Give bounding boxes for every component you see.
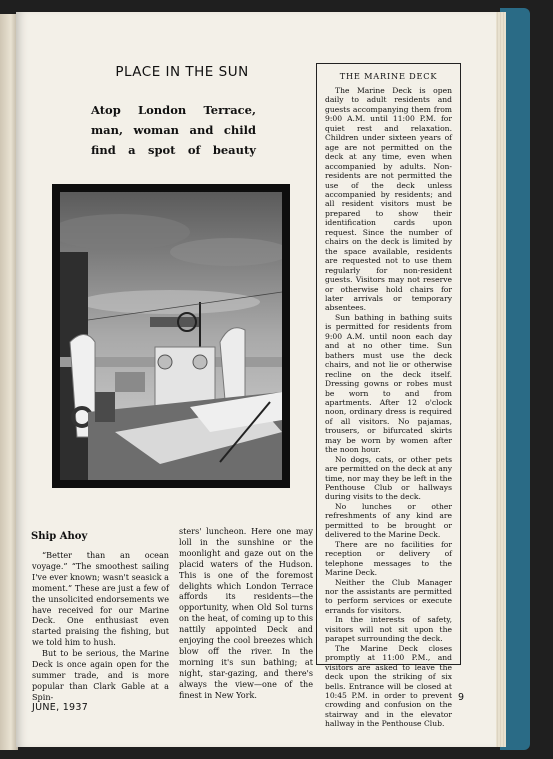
marine-deck-rules-box	[316, 63, 461, 729]
sidebar-paragraph: There are no facilities for reception or delivery of telephone messages to the Marine Deck.	[325, 539, 452, 578]
body-column-middle	[179, 526, 313, 701]
deck-photograph	[52, 184, 290, 488]
sidebar-paragraph: Sun bathing in bathing suits is permitted for residents from 9:00 A.M. until noon each day and at no other time. Sun bathers must use the deck chairs, and not lie or otherwise recline on the deck itself. Dressing gowns or robes must be worn to and from apartments. After 12 o'clock noon, ordinary dress is required of all visitors. No pajamas, trousers, or bifurcated skirts may be worn by women after the noon hour.	[325, 312, 452, 455]
sidebar-paragraph: Neither the Club Manager nor the assistants are permitted to perform services or execute errands for visitors.	[325, 577, 452, 615]
sidebar-paragraph: The Marine Deck closes promptly at 11:00 P.M., and visitors are asked to leave the deck upon the striking of six bells. Entrance will be closed at 10:45 P.M. in order to prevent crowding and confusion on the stairway and in the elevator hallway in the Penthouse Club.	[325, 643, 452, 729]
article-subtitle: Atop London Terrace, man, woman and child find a spot of beauty	[91, 103, 256, 157]
deck-photo-illustration	[60, 192, 282, 480]
sidebar-paragraph: No dogs, cats, or other pets are permitted on the deck at any time, nor may they be left in the Penthouse Club or hallways during visits to the deck.	[325, 454, 452, 502]
body-paragraph: sters' luncheon. Here one may loll in the sunshine or the moonlight and gaze out on the placid waters of the Hudson. This is one of the foremost delights which London Terrace affords its residents—the opportunity, when Old Sol turns on the heat, of coming up to this nattily appointed Deck and enjoying the cool breezes which blow off the river. In the morning it's sun bathing; at night, star-gazing, and there's always the view—one of the finest in New York.	[179, 526, 313, 700]
magazine-page	[16, 12, 496, 747]
body-column-left	[32, 550, 169, 703]
sidebar-paragraph: In the interests of safety, visitors will not sit upon the parapet surrounding the deck.	[325, 615, 452, 644]
sidebar-paragraph: The Marine Deck is open daily to adult residents and guests accompanying them from 9:00 A.M. until 11:00 P.M. for quiet rest and relaxation. Children under sixteen years of age are not permitted on the deck at any time, even when accompanied by adults. Non-residents are not permitted the use of the deck unless accompanied by residents; and all resident visitors must be prepared to show their identification cards upon request. Since the number of chairs on the deck is limited by the space available, residents are requested not to use them regularly for non-resident guests. Visitors may not reserve or otherwise hold chairs for later arrivals or temporary absentees.	[325, 86, 452, 313]
page-number: 9	[458, 692, 465, 703]
sidebar-paragraph: No lunches or other refreshments of any kind are permitted to be brought or delivered to the Marine Deck.	[325, 501, 452, 540]
body-paragraph: “Better than an ocean voyage.” “The smoothest sailing I've ever known; wasn't seasick a moment.” These are just a few of the unsolicited endorsements we have received for our Marine Deck. One enthusiast even started praising the fishing, but we told him to hush.	[32, 550, 169, 648]
article-title: PLACE IN THE SUN	[115, 64, 249, 80]
body-paragraph: But to be serious, the Marine Deck is once again open for the summer trade, and is more popular than Clark Gable at a Spin-	[32, 648, 169, 702]
issue-date: JUNE, 1937	[32, 702, 89, 713]
sidebar-heading: THE MARINE DECK	[339, 71, 438, 81]
section-heading: Ship Ahoy	[31, 531, 88, 542]
